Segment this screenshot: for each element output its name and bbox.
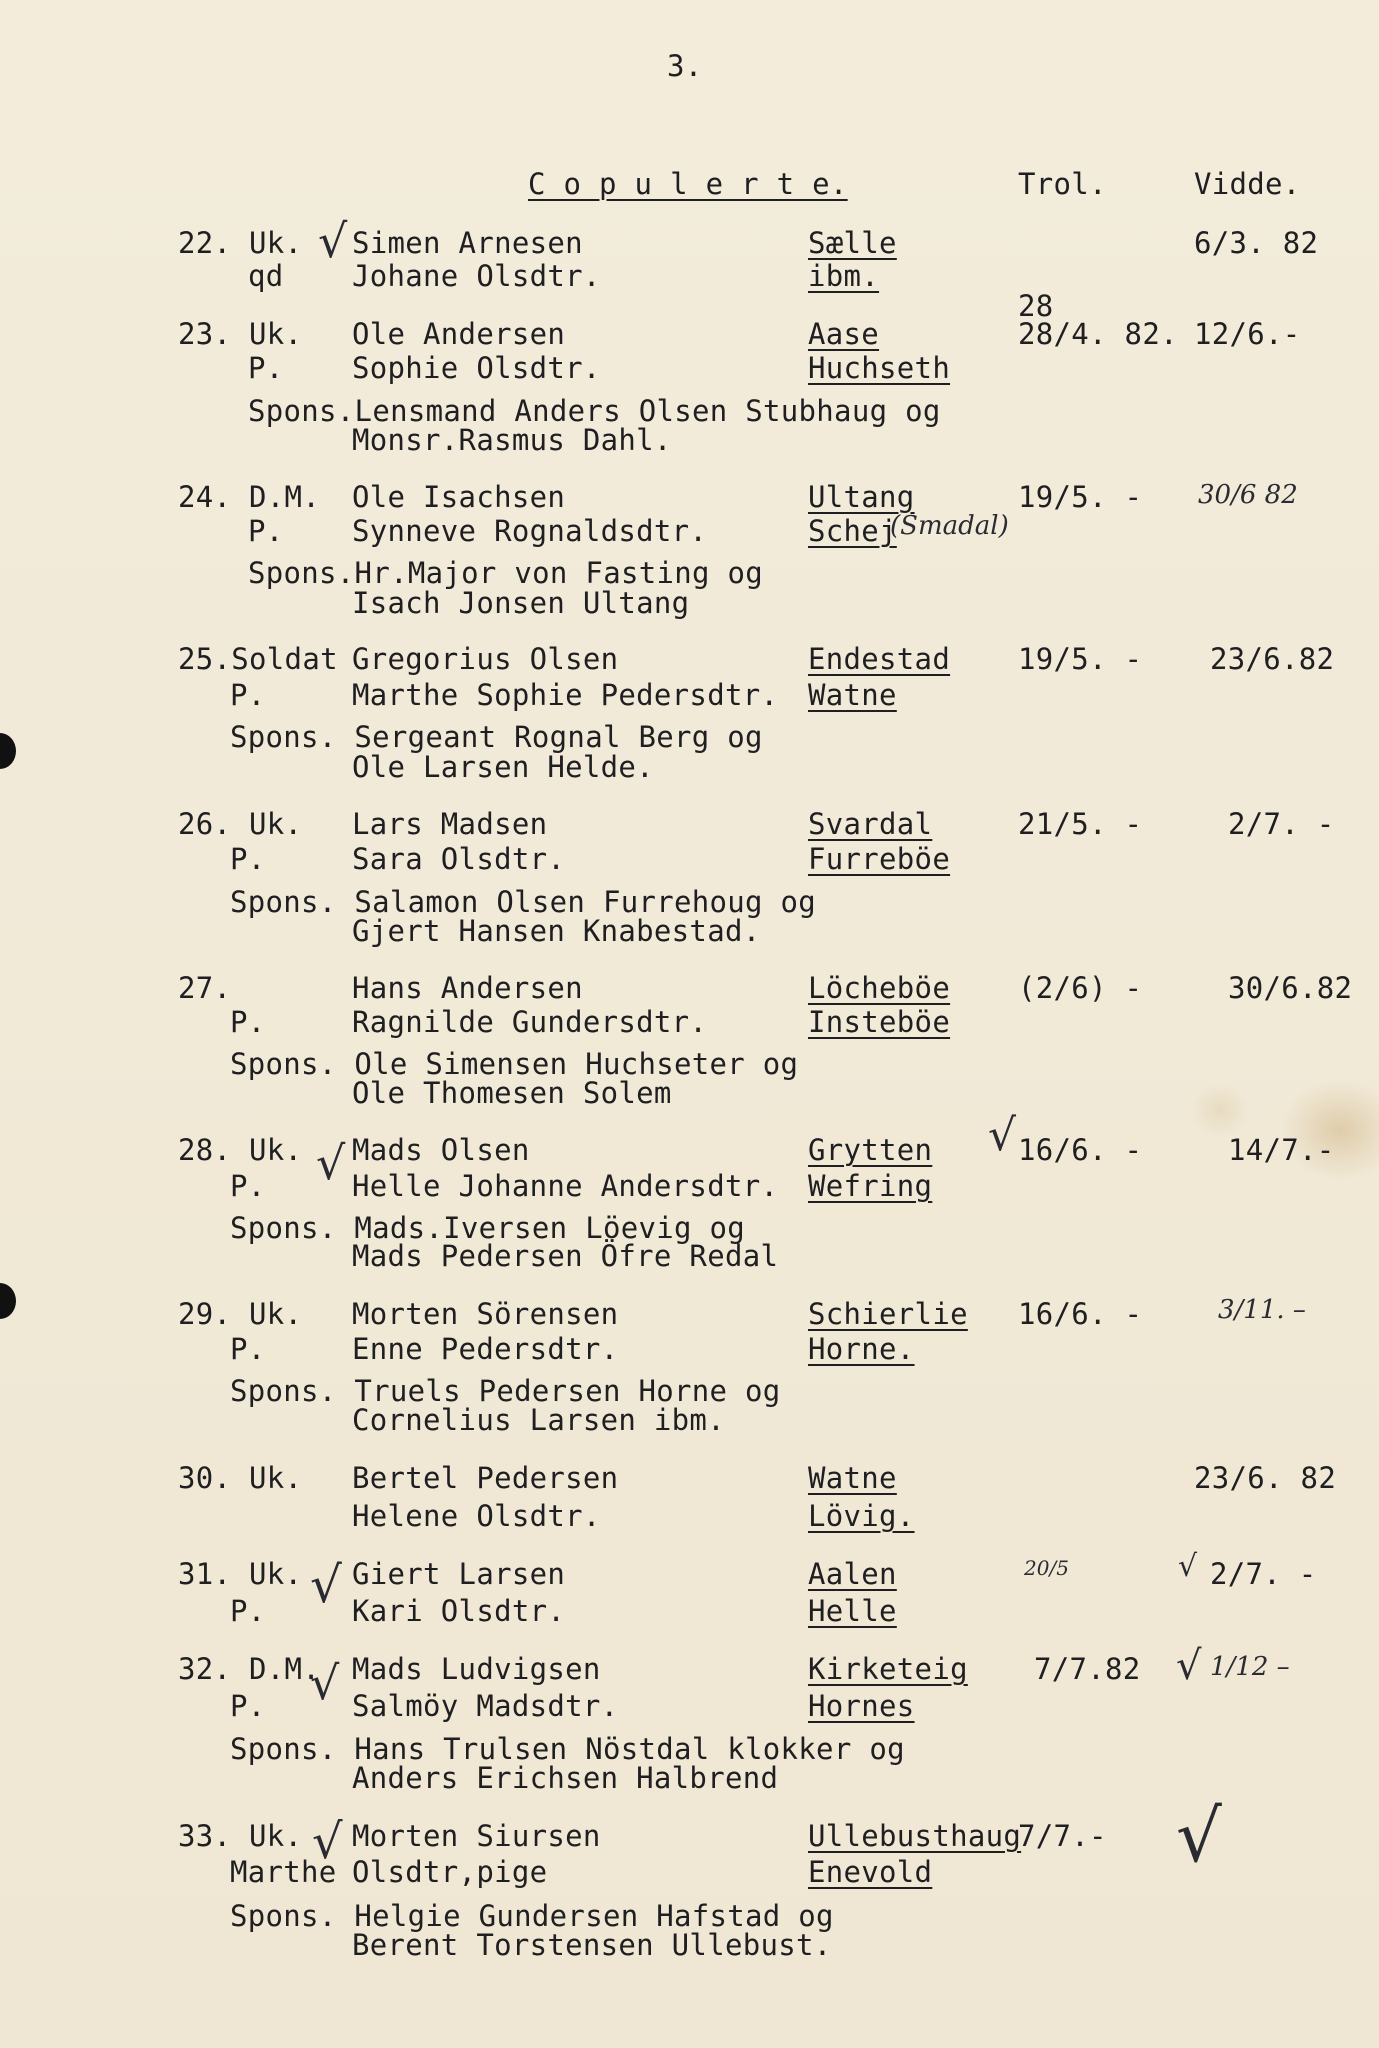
bride-place: Horne. <box>808 1332 915 1366</box>
bride-name: Ragnilde Gundersdtr. <box>352 1005 708 1039</box>
trol-date-handwritten: 20/5 <box>1024 1556 1069 1580</box>
sponsor-line: Spons. Helgie Gundersen Hafstad og <box>230 1899 834 1933</box>
vidde-date: 23/6. 82 <box>1194 1461 1337 1495</box>
entry-sub-label: P. <box>230 1689 266 1723</box>
page-number: 3. <box>667 49 703 83</box>
entry-number: 22. Uk. <box>178 226 303 260</box>
groom-place: Ullebusthaug <box>808 1819 1022 1853</box>
sponsor-line: Gjert Hansen Knabestad. <box>352 914 761 948</box>
bride-name: Kari Olsdtr. <box>352 1594 566 1628</box>
vidde-date-handwritten: 3/11. – <box>1218 1295 1306 1325</box>
bride-place: Huchseth <box>808 351 951 385</box>
entry-sub-label: qd <box>248 259 284 293</box>
sponsor-line: Isach Jonsen Ultang <box>352 586 690 620</box>
groom-name: Gregorius Olsen <box>352 642 619 676</box>
groom-name: Mads Ludvigsen <box>352 1652 601 1686</box>
trol-date: 7/7.82 <box>1034 1652 1141 1686</box>
bride-name: Salmöy Madsdtr. <box>352 1689 619 1723</box>
entry-number: 31. Uk. <box>178 1557 303 1591</box>
vidde-date-handwritten: 1/12 – <box>1210 1652 1290 1682</box>
sponsor-line: Anders Erichsen Halbrend <box>352 1761 779 1795</box>
groom-place: Aase <box>808 317 880 351</box>
sponsor-line: Spons.Lensmand Anders Olsen Stubhaug og <box>248 394 941 428</box>
entry-sub-label: P. <box>230 1594 266 1628</box>
vidde-date: 23/6.82 <box>1210 642 1335 676</box>
groom-place: Endestad <box>808 642 951 676</box>
trol-date: 19/5. - <box>1018 642 1143 676</box>
groom-place: Löcheböe <box>808 971 951 1005</box>
sponsor-line: Spons.Hr.Major von Fasting og <box>248 556 764 590</box>
groom-name: Ole Isachsen <box>352 480 566 514</box>
entry-number: 28. Uk. <box>178 1133 303 1167</box>
bride-place: Hornes <box>808 1689 915 1723</box>
register-title: C o p u l e r t e. <box>528 167 848 201</box>
punch-hole <box>0 1283 16 1319</box>
bride-name: Olsdtr,pige <box>352 1855 548 1889</box>
column-header-trol: Trol. <box>1018 167 1107 201</box>
groom-name: Bertel Pedersen <box>352 1461 619 1495</box>
entry-sub-label: P. <box>230 1169 266 1203</box>
entry-number: 30. Uk. <box>178 1461 303 1495</box>
trol-date: 16/6. - <box>1018 1297 1143 1331</box>
handwritten-place-note: (Smadal) <box>890 511 1009 541</box>
vidde-date: 30/6.82 <box>1228 971 1353 1005</box>
bride-place: Lövig. <box>808 1499 915 1533</box>
check-mark-icon: √ <box>310 1556 342 1614</box>
bride-place: Enevold <box>808 1855 933 1889</box>
groom-place: Kirketeig <box>808 1652 968 1686</box>
sponsor-line: Spons. Truels Pedersen Horne og <box>230 1374 781 1408</box>
bride-place: Insteböe <box>808 1005 951 1039</box>
trol-date: (2/6) - <box>1018 971 1143 1005</box>
trol-date: 19/5. - <box>1018 480 1143 514</box>
entry-sub-label: P. <box>248 514 284 548</box>
bride-name: Johane Olsdtr. <box>352 259 601 293</box>
groom-name: Ole Andersen <box>352 317 566 351</box>
vidde-date: 6/3. 82 <box>1194 226 1319 260</box>
trol-date: 7/7.- <box>1018 1819 1107 1853</box>
bride-place: Wefring <box>808 1169 933 1203</box>
sponsor-line: Spons. Mads.Iversen Löevig og <box>230 1211 746 1245</box>
sponsor-line: Spons. Salamon Olsen Furrehoug og <box>230 885 817 919</box>
entry-number: 32. D.M. <box>178 1652 321 1686</box>
bride-name: Marthe Sophie Pedersdtr. <box>352 678 779 712</box>
bride-place: Helle <box>808 1594 897 1628</box>
vidde-date: 2/7. - <box>1228 807 1335 841</box>
check-mark-icon: √ <box>318 214 348 268</box>
sponsor-line: Berent Torstensen Ullebust. <box>352 1928 832 1962</box>
entry-number: 26. Uk. <box>178 807 303 841</box>
bride-place: Furreböe <box>808 842 951 876</box>
entry-number: 33. Uk. <box>178 1819 303 1853</box>
groom-name: Simen Arnesen <box>352 226 583 260</box>
bride-name: Sara Olsdtr. <box>352 842 566 876</box>
bride-place: Watne <box>808 678 897 712</box>
entry-sub-label: P. <box>230 1332 266 1366</box>
entry-sub-label: Marthe <box>230 1855 337 1889</box>
entry-number: 24. D.M. <box>178 480 321 514</box>
check-mark-icon: √ <box>316 1136 346 1190</box>
punch-hole <box>0 733 16 769</box>
trol-date: 21/5. - <box>1018 807 1143 841</box>
bride-name: Helene Olsdtr. <box>352 1499 601 1533</box>
entry-number: 29. Uk. <box>178 1297 303 1331</box>
check-mark-icon: √ <box>1176 1643 1202 1689</box>
sponsor-line: Monsr.Rasmus Dahl. <box>352 423 672 457</box>
column-header-vidde: Vidde. <box>1194 167 1301 201</box>
check-mark-icon: √ <box>1176 1794 1222 1878</box>
vidde-date: 2/7. - <box>1210 1557 1317 1591</box>
entry-sub-label: P. <box>248 351 284 385</box>
check-mark-icon: √ <box>310 1656 340 1710</box>
check-mark-icon: √ <box>988 1110 1017 1161</box>
sponsor-line: Ole Larsen Helde. <box>352 750 654 784</box>
vidde-date-handwritten: 30/6 82 <box>1198 480 1298 510</box>
sponsor-line: Spons. Sergeant Rognal Berg og <box>230 720 763 754</box>
groom-name: Morten Siursen <box>352 1819 601 1853</box>
groom-place: Watne <box>808 1461 897 1495</box>
bride-name: Synneve Rognaldsdtr. <box>352 514 708 548</box>
groom-place: Svardal <box>808 807 933 841</box>
vidde-date: 14/7.- <box>1228 1133 1335 1167</box>
entry-number: 27. <box>178 971 232 1005</box>
entry-number: 23. Uk. <box>178 317 303 351</box>
entry-number: 25.Soldat <box>178 642 338 676</box>
groom-place: Aalen <box>808 1557 897 1591</box>
sponsor-line: Spons. Hans Trulsen Nöstdal klokker og <box>230 1732 905 1766</box>
vidde-date: 12/6.- <box>1194 317 1301 351</box>
sponsor-line: Mads Pedersen Öfre Redal <box>352 1239 779 1273</box>
sponsor-line: Ole Thomesen Solem <box>352 1076 672 1110</box>
check-mark-icon: √ <box>1178 1549 1198 1584</box>
groom-name: Mads Olsen <box>352 1133 530 1167</box>
entry-sub-label: P. <box>230 1005 266 1039</box>
bride-place: Schej <box>808 514 897 548</box>
bride-name: Enne Pedersdtr. <box>352 1332 619 1366</box>
sponsor-line: Spons. Ole Simensen Huchseter og <box>230 1047 799 1081</box>
bride-place: ibm. <box>808 259 880 293</box>
trol-date: 16/6. - <box>1018 1133 1143 1167</box>
groom-place: Grytten <box>808 1133 933 1167</box>
groom-name: Morten Sörensen <box>352 1297 619 1331</box>
bride-name: Helle Johanne Andersdtr. <box>352 1169 779 1203</box>
bride-name: Sophie Olsdtr. <box>352 351 601 385</box>
groom-place: Schierlie <box>808 1297 968 1331</box>
groom-name: Giert Larsen <box>352 1557 566 1591</box>
groom-name: Hans Andersen <box>352 971 583 1005</box>
sponsor-line: Cornelius Larsen ibm. <box>352 1403 725 1437</box>
groom-place: Sælle <box>808 226 897 260</box>
entry-sub-label: P. <box>230 842 266 876</box>
trol-date-correction: 28 <box>1018 289 1054 323</box>
check-mark-icon: √ <box>312 1814 343 1870</box>
entry-sub-label: P. <box>230 678 266 712</box>
trol-date: 28/4. 82. <box>1018 317 1178 351</box>
groom-name: Lars Madsen <box>352 807 548 841</box>
groom-place: Ultang <box>808 480 915 514</box>
